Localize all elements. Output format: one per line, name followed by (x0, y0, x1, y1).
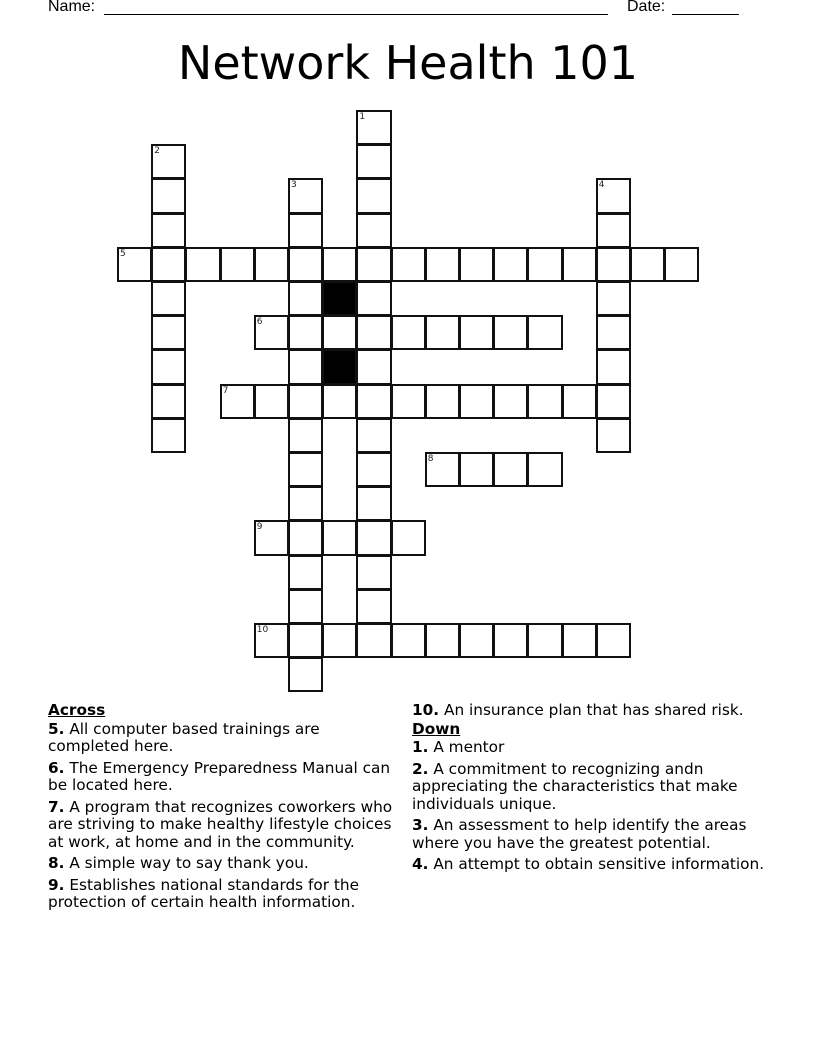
grid-cell[interactable] (254, 520, 289, 555)
clue-number: 9. (48, 875, 65, 894)
grid-cell[interactable] (288, 452, 323, 487)
name-field[interactable] (104, 14, 608, 15)
grid-cell[interactable] (288, 589, 323, 624)
grid-cell[interactable] (596, 213, 631, 248)
clue-number-label: 2 (154, 146, 160, 157)
grid-cell[interactable] (527, 384, 562, 419)
clue-number-label: 9 (256, 522, 263, 533)
grid-cell[interactable] (322, 247, 357, 282)
grid-cell[interactable] (151, 281, 186, 316)
clue-across-10 (412, 702, 774, 720)
grid-cell[interactable] (356, 349, 391, 384)
grid-cell[interactable] (151, 384, 186, 419)
grid-cell[interactable] (356, 213, 391, 248)
grid-cell[interactable] (185, 247, 220, 282)
grid-cell[interactable] (356, 452, 391, 487)
grid-cell[interactable] (459, 247, 494, 282)
grid-cell[interactable] (425, 452, 460, 487)
clue-down-4 (412, 856, 774, 874)
grid-cell[interactable] (356, 247, 391, 282)
grid-cell[interactable] (151, 213, 186, 248)
grid-cell[interactable] (288, 555, 323, 590)
clue-across-7 (48, 799, 403, 852)
grid-cell[interactable] (288, 384, 323, 419)
grid-cell[interactable] (391, 384, 426, 419)
grid-cell[interactable] (562, 247, 597, 282)
grid-cell[interactable] (596, 349, 631, 384)
grid-cell[interactable] (288, 486, 323, 521)
grid-cell[interactable] (356, 418, 391, 453)
across-heading: Across (48, 701, 106, 719)
clue-across-8 (48, 855, 403, 873)
grid-cell[interactable] (151, 178, 186, 213)
grid-cell[interactable] (391, 623, 426, 658)
clue-down-2 (412, 761, 774, 814)
grid-cell[interactable] (596, 623, 631, 658)
clue-number: 2. (412, 759, 429, 778)
clue-text: All computer based trainings are completed here. (48, 719, 320, 755)
grid-cell[interactable] (562, 384, 597, 419)
grid-cell[interactable] (254, 315, 289, 350)
grid-cell[interactable] (322, 315, 357, 350)
clue-across-9 (48, 877, 403, 912)
grid-cell[interactable] (527, 247, 562, 282)
clue-text: A program that recognizes coworkers who are striving to make healthy lifestyle choices at work, at home and in the community. (48, 797, 393, 851)
clue-text: An attempt to obtain sensitive information. (433, 855, 765, 873)
grid-cell[interactable] (254, 623, 289, 658)
grid-cell[interactable] (288, 418, 323, 453)
grid-cell[interactable] (356, 110, 391, 145)
black-cell (322, 349, 357, 384)
grid-cell[interactable] (322, 384, 357, 419)
grid-cell[interactable] (459, 452, 494, 487)
grid-cell[interactable] (151, 349, 186, 384)
grid-cell[interactable] (562, 623, 597, 658)
grid-cell[interactable] (356, 281, 391, 316)
grid-cell[interactable] (425, 623, 460, 658)
grid-cell[interactable] (596, 315, 631, 350)
grid-cell[interactable] (322, 520, 357, 555)
grid-cell[interactable] (356, 486, 391, 521)
grid-cell[interactable] (288, 349, 323, 384)
grid-cell[interactable] (459, 384, 494, 419)
clue-text: An insurance plan that has shared risk. (443, 701, 744, 719)
clue-number-label: 7 (222, 385, 229, 396)
clue-number: 5. (48, 719, 65, 738)
grid-cell[interactable] (527, 315, 562, 350)
clue-text: An assessment to help identify the areas where you have the greatest potential. (412, 816, 747, 852)
grid-cell[interactable] (288, 520, 323, 555)
grid-cell[interactable] (630, 247, 665, 282)
grid-cell[interactable] (391, 520, 426, 555)
grid-cell[interactable] (596, 178, 631, 213)
clue-number: 4. (412, 855, 429, 873)
grid-cell[interactable] (527, 623, 562, 658)
grid-cell[interactable] (391, 315, 426, 350)
clues-left-column (48, 702, 403, 916)
clue-down-3 (412, 817, 774, 852)
grid-cell[interactable] (356, 384, 391, 419)
grid-cell[interactable] (493, 384, 528, 419)
clue-text: A commitment to recognizing andn appreciating the characteristics that make individuals unique. (412, 759, 738, 813)
grid-cell[interactable] (288, 281, 323, 316)
grid-cell[interactable] (356, 555, 391, 590)
grid-cell[interactable] (356, 520, 391, 555)
grid-cell[interactable] (288, 247, 323, 282)
grid-cell[interactable] (459, 315, 494, 350)
grid-cell[interactable] (356, 178, 391, 213)
clue-number: 10. (412, 701, 440, 719)
down-heading: Down (412, 719, 461, 738)
grid-cell[interactable] (459, 623, 494, 658)
grid-cell[interactable] (288, 213, 323, 248)
clue-number: 8. (48, 854, 65, 872)
grid-cell[interactable] (288, 178, 323, 213)
black-cell (322, 281, 357, 316)
grid-cell[interactable] (356, 623, 391, 658)
clue-across-6 (48, 760, 403, 795)
grid-cell[interactable] (596, 384, 631, 419)
clue-across-5 (48, 721, 403, 756)
grid-cell[interactable] (151, 144, 186, 179)
grid-cell[interactable] (151, 247, 186, 282)
clue-number-label: 8 (427, 454, 434, 464)
date-field[interactable] (672, 14, 739, 15)
clue-text: Establishes national standards for the protection of certain health information. (48, 875, 360, 911)
grid-cell[interactable] (493, 623, 528, 658)
grid-cell[interactable] (493, 315, 528, 350)
grid-cell[interactable] (220, 247, 255, 282)
grid-cell[interactable] (493, 452, 528, 487)
clue-number: 7. (48, 797, 65, 816)
clue-text: A simple way to say thank you. (69, 854, 309, 872)
clue-number-label: 5 (120, 248, 126, 259)
grid-cell[interactable] (151, 418, 186, 453)
grid-cell[interactable] (288, 315, 323, 350)
clue-down-1 (412, 739, 774, 757)
grid-cell[interactable] (425, 247, 460, 282)
grid-cell[interactable] (425, 315, 460, 350)
grid-cell[interactable] (322, 623, 357, 658)
grid-cell[interactable] (151, 315, 186, 350)
grid-cell[interactable] (596, 418, 631, 453)
grid-cell[interactable] (664, 247, 699, 282)
clue-number-label: 10 (256, 625, 269, 635)
grid-cell[interactable] (117, 247, 152, 282)
grid-cell[interactable] (493, 247, 528, 282)
worksheet-header (48, 0, 748, 20)
grid-cell[interactable] (596, 247, 631, 282)
clue-number: 1. (412, 738, 429, 756)
grid-cell[interactable] (288, 623, 323, 658)
clue-number: 6. (48, 758, 65, 777)
date-label: Date: (627, 0, 666, 15)
clue-number-label: 3 (291, 180, 297, 191)
grid-cell[interactable] (254, 247, 289, 282)
grid-cell[interactable] (596, 281, 631, 316)
grid-cell[interactable] (254, 384, 289, 419)
grid-cell[interactable] (356, 144, 391, 179)
grid-cell[interactable] (220, 384, 255, 419)
page-title: Network Health 101 (177, 36, 639, 90)
grid-cell[interactable] (288, 657, 323, 692)
grid-cell[interactable] (391, 247, 426, 282)
clues-right-column (412, 702, 774, 878)
clue-number-label: 6 (256, 317, 263, 328)
name-label: Name: (48, 0, 96, 15)
clue-number-label: 4 (598, 180, 605, 191)
clue-text: A mentor (433, 738, 505, 756)
clue-number-label: 1 (359, 112, 366, 122)
grid-cell[interactable] (356, 589, 391, 624)
grid-cell[interactable] (527, 452, 562, 487)
grid-cell[interactable] (425, 384, 460, 419)
grid-cell[interactable] (356, 315, 391, 350)
clue-text: The Emergency Preparedness Manual can be located here. (48, 758, 391, 794)
clue-number: 3. (412, 816, 429, 834)
